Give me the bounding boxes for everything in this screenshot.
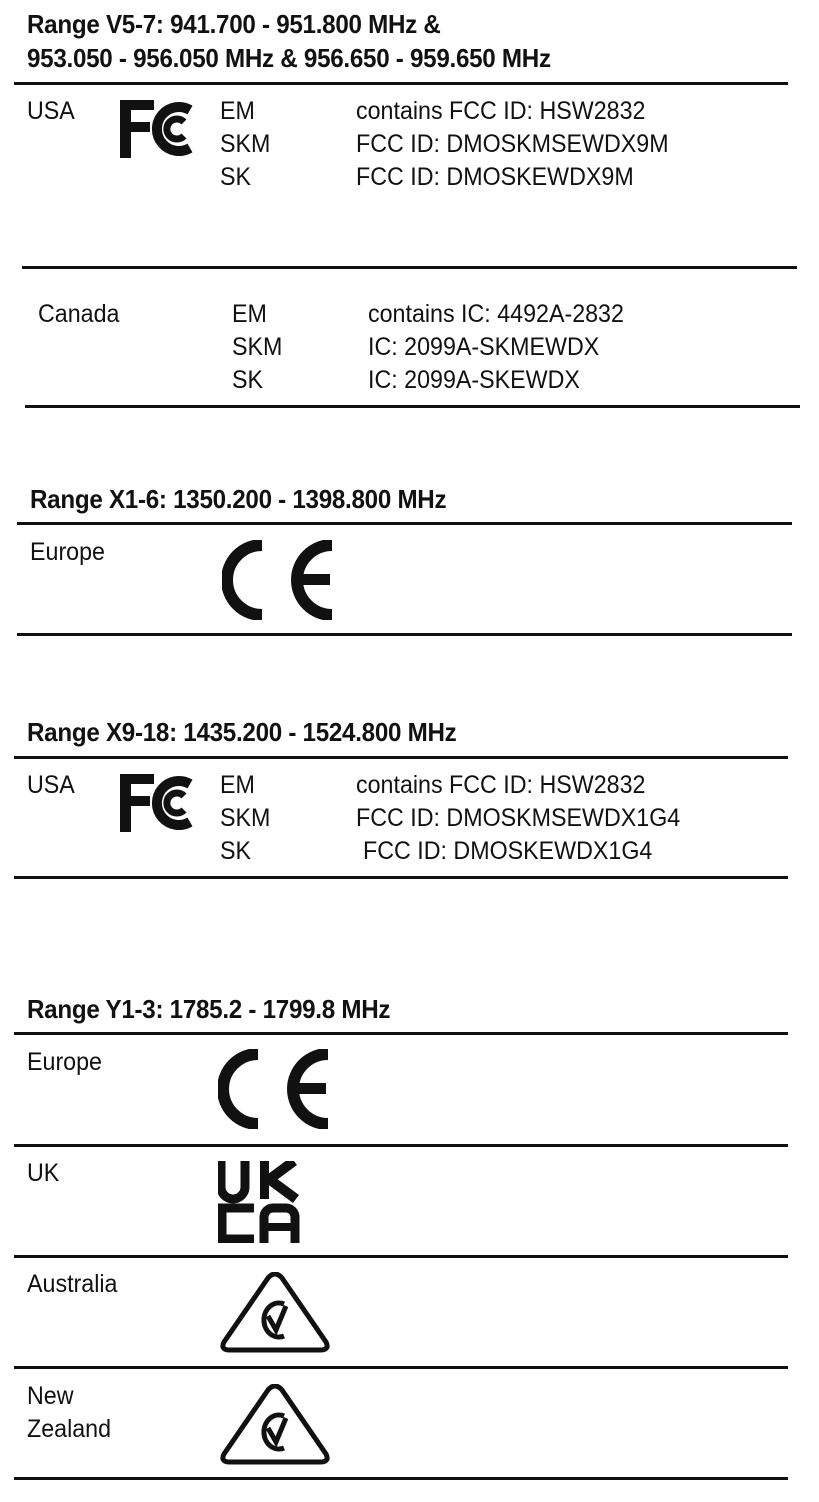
region-label: UK [27,1159,60,1187]
ce-mark-icon [218,1049,332,1129]
region-label: Canada [38,300,120,328]
device-label: EM [220,97,255,125]
device-label: EM [232,300,267,328]
certification-id: FCC ID: DMOSKMSEWDX1G4 [356,804,681,832]
divider [14,1032,788,1035]
region-label: Europe [27,1048,102,1076]
rcm-mark-icon [218,1384,332,1466]
certification-id: contains IC: 4492A-2832 [368,300,624,328]
device-label: SKM [232,333,283,361]
region-label: New [27,1382,74,1410]
divider [14,1144,788,1147]
certification-id: FCC ID: DMOSKEWDX9M [356,163,634,191]
section-title: Range V5-7: 941.700 - 951.800 MHz & [27,9,441,39]
fcc-logo-icon [120,774,204,832]
rcm-mark-icon [218,1272,332,1354]
divider [14,876,788,879]
ce-mark-icon [222,540,336,620]
device-label: SK [220,163,252,191]
device-label: SKM [220,130,271,158]
section-title: Range X1-6: 1350.200 - 1398.800 MHz [30,484,447,514]
section-title-line2: 953.050 - 956.050 MHz & 956.650 - 959.650 MHz [27,43,551,73]
section-title: Range Y1-3: 1785.2 - 1799.8 MHz [27,994,391,1024]
device-label: EM [220,771,255,799]
ukca-mark-icon [218,1161,302,1243]
device-label: SKM [220,804,271,832]
device-label: SK [220,837,252,865]
divider [14,82,788,85]
region-label: USA [27,97,75,125]
certification-id: IC: 2099A-SKMEWDX [368,333,600,361]
divider [14,1255,788,1258]
divider [25,405,800,408]
section-title: Range X9-18: 1435.200 - 1524.800 MHz [27,717,457,747]
fcc-logo-icon [120,100,204,158]
region-label: Europe [30,538,105,566]
certification-id: FCC ID: DMOSKMSEWDX9M [356,130,669,158]
divider [17,633,792,636]
divider [14,756,788,759]
certification-id: contains FCC ID: HSW2832 [356,97,646,125]
divider [14,1477,788,1480]
certification-id: FCC ID: DMOSKEWDX1G4 [363,837,653,865]
device-label: SK [232,366,264,394]
divider [17,522,792,525]
region-label-line2: Zealand [27,1415,112,1443]
divider [22,266,797,269]
region-label: Australia [27,1270,118,1298]
certification-id: contains FCC ID: HSW2832 [356,771,646,799]
divider [14,1366,788,1369]
region-label: USA [27,771,75,799]
certification-id: IC: 2099A-SKEWDX [368,366,580,394]
